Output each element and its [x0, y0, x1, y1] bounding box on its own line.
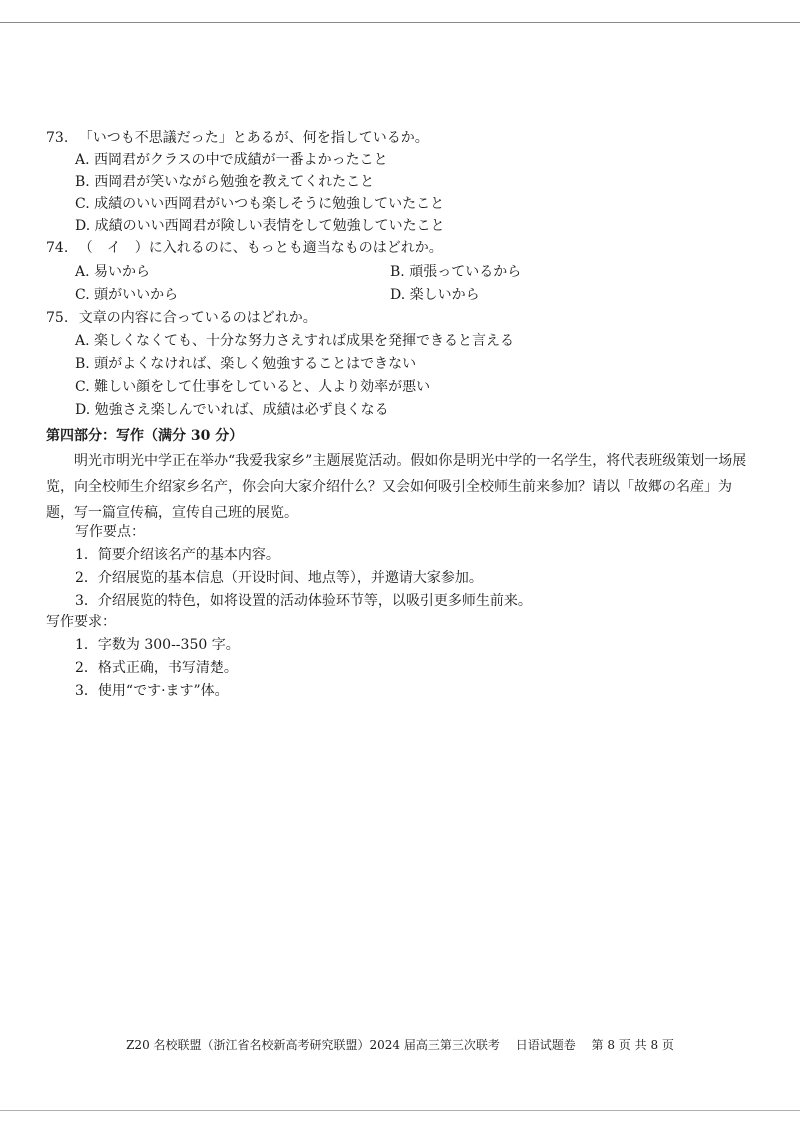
- writing-point-1: 1．简要介绍该名产的基本内容。: [75, 547, 280, 563]
- option-75-a: A. 楽しくなくても、十分な努力さえすれば成果を発揮できると言える: [75, 333, 515, 349]
- question-74: [46, 238, 443, 258]
- question-75: [46, 308, 317, 328]
- question-stem: （ イ ）に入れるのに、もっとも適当なものはどれか。: [78, 240, 443, 256]
- option-73-d: D. 成績のいい西岡君が険しい表情をして勉強していたこと: [75, 218, 445, 234]
- option-73-b: B. 西岡君が笑いながら勉強を教えてくれたこと: [75, 174, 375, 190]
- question-number: 74.: [46, 240, 69, 256]
- option-74-d: D. 楽しいから: [390, 287, 480, 303]
- question-stem: 「いつも不思議だった」とあるが、何を指しているか。: [78, 130, 429, 146]
- footer-subject: 日语试题卷: [515, 1038, 576, 1052]
- writing-prompt: 明光市明光中学正在举办“我爱我家乡”主题展览活动。假如你是明光中学的一名学生，将代表班级策划一场展览，向全校师生介绍家乡名产，你会向大家介绍什么？又会如何吸引全校师生前来参加？请以「故郷の名産」为题，写一篇宣传稿，宣传自己班的展览。: [46, 453, 747, 521]
- writing-point-3: 3．介绍展览的特色，如将设置的活动体验环节等，以吸引更多师生前来。: [75, 593, 532, 609]
- writing-requirement-2: 2．格式正确，书写清楚。: [75, 660, 238, 676]
- option-75-b: B. 頭がよくなければ、楽しく勉強することはできない: [75, 356, 417, 372]
- writing-point-2: 2．介绍展览的基本信息（开设时间、地点等），并邀请大家参加。: [75, 570, 483, 586]
- question-number: 73.: [46, 130, 69, 146]
- option-75-d: D. 勉強さえ楽しんでいれば、成績は必ず良くなる: [75, 402, 389, 418]
- option-74-b: B. 頑張っているから: [390, 264, 522, 280]
- question-number: 75.: [46, 310, 69, 326]
- writing-requirement-1: 1．字数为 300--350 字。: [75, 637, 240, 653]
- option-75-c: C. 難しい顔をして仕事をしていると、人より効率が悪い: [75, 379, 431, 395]
- option-73-c: C. 成績のいい西岡君がいつも楽しそうに勉強していたこと: [75, 196, 445, 212]
- page-footer: [0, 1036, 800, 1054]
- question-73: [46, 128, 429, 148]
- question-stem: 文章の内容に合っているのはどれか。: [78, 310, 317, 326]
- option-74-c: C. 頭がいいから: [75, 287, 179, 303]
- option-73-a: A. 西岡君がクラスの中で成績が一番よかったこと: [75, 152, 388, 168]
- writing-section-title: 第四部分：写作（满分 30 分）: [46, 428, 244, 444]
- writing-points-heading: 写作要点：: [75, 524, 145, 540]
- bottom-rule: [0, 1110, 800, 1111]
- writing-requirements-heading: 写作要求：: [46, 614, 116, 630]
- writing-requirement-3: 3．使用“です·ます”体。: [75, 683, 229, 699]
- footer-exam-name: Z20 名校联盟（浙江省名校新高考研究联盟）2024 届高三第三次联考: [126, 1038, 500, 1052]
- footer-page-number: 第 8 页 共 8 页: [591, 1038, 674, 1052]
- option-74-a: A. 易いから: [75, 264, 151, 280]
